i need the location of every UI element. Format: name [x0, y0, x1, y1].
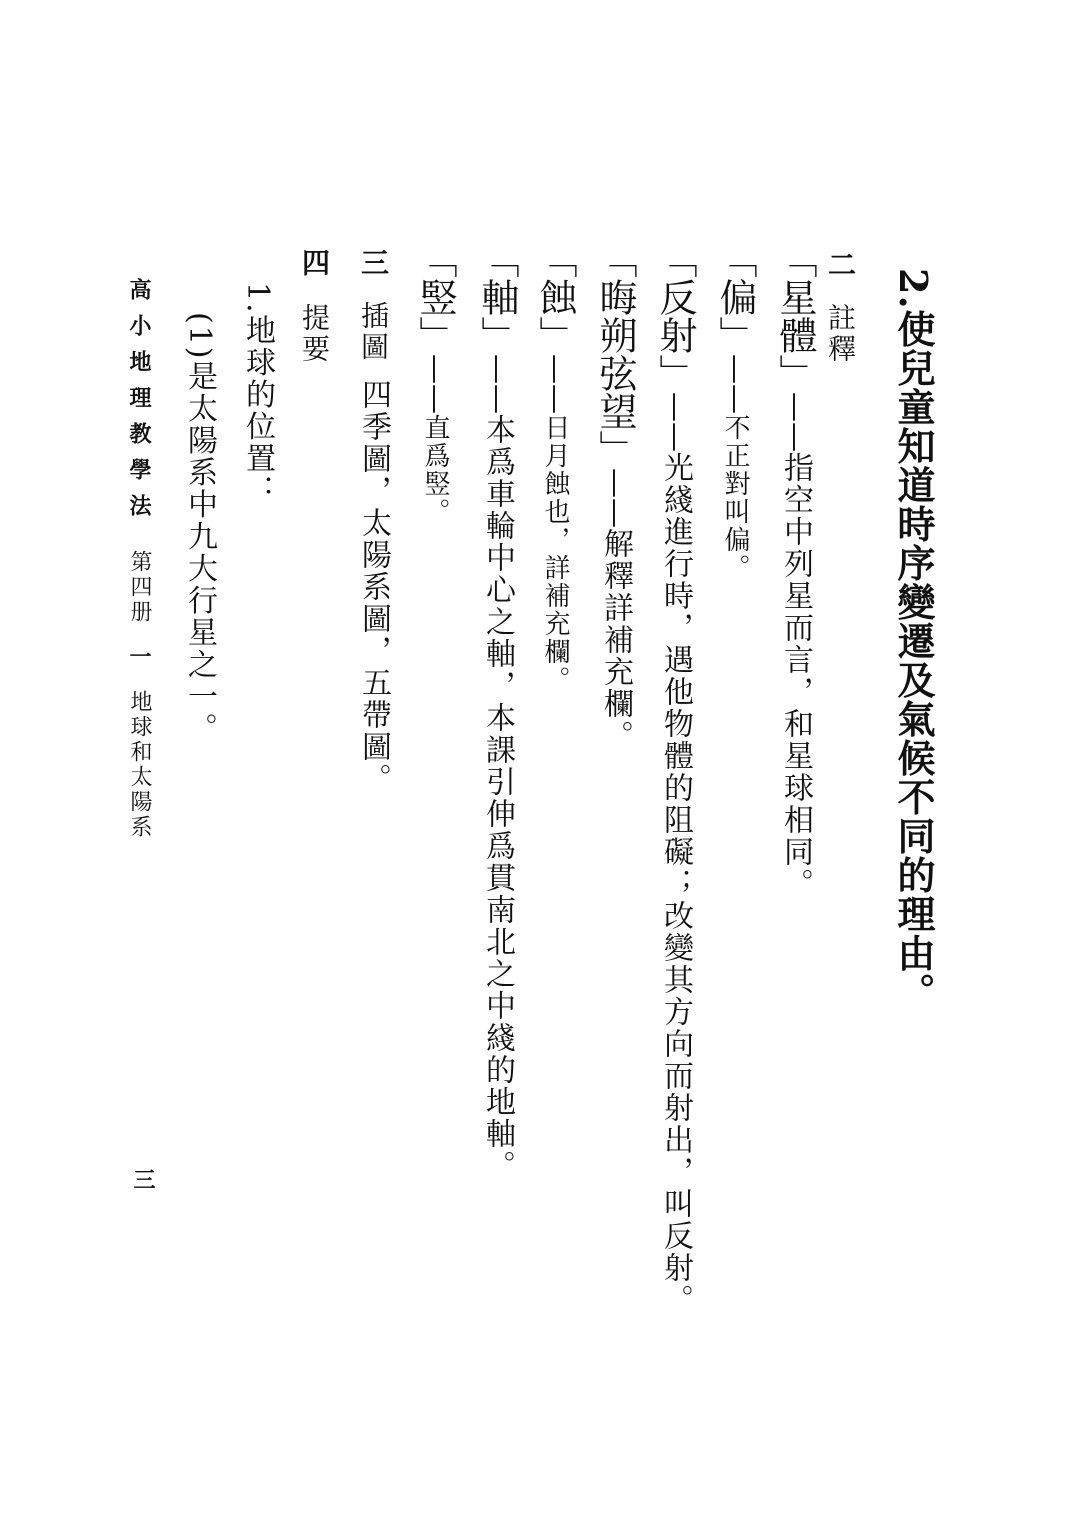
- glossary-dash: ——: [480, 354, 515, 414]
- book-title: 高小地理教學法: [126, 278, 152, 530]
- section-three-number: 三: [357, 248, 390, 279]
- lesson-number: 一: [126, 645, 152, 670]
- glossary-dash: ——: [538, 354, 573, 414]
- glossary-definition: 本爲車輪中心之軸，本課引伸爲貫南北之中綫的地軸。: [480, 414, 515, 1182]
- glossary-definition: 日月蝕也，詳補充欄。: [540, 414, 570, 694]
- summary-sub-1: (1)是太陽系中九大行星之一。: [182, 312, 217, 745]
- glossary-dash: ——: [418, 354, 453, 414]
- glossary-entry-6: [475, 240, 519, 1182]
- glossary-term: 「反射」: [653, 240, 697, 392]
- summary-point-1: 1.地球的位置：: [240, 282, 275, 507]
- section-two-number: 二: [824, 250, 857, 281]
- section-three-title: 插圖: [357, 301, 390, 363]
- lesson-item-2: 2.使兒童知道時序變遷及氣候不同的理由。: [891, 268, 936, 1012]
- lesson-title: 地球和太陽系: [127, 690, 152, 840]
- section-three-content: 四季圖，太陽系圖，五帶圖。: [356, 379, 391, 795]
- section-four-number: 四: [298, 248, 331, 279]
- glossary-dash: ——: [658, 392, 693, 452]
- glossary-definition: 光綫進行時，遇他物體的阻礙；改變其方向而射出，叫反射。: [658, 452, 693, 1316]
- section-four-title: 提要: [298, 303, 331, 365]
- glossary-term: 「蝕」: [533, 240, 577, 354]
- glossary-term: 「偏」: [713, 240, 757, 354]
- section-two-heading: [824, 250, 857, 365]
- glossary-definition: 解釋詳補充欄。: [598, 528, 633, 752]
- glossary-entry-7: [413, 240, 457, 526]
- glossary-dash: ——: [778, 392, 813, 452]
- glossary-dash: ——: [718, 354, 753, 414]
- glossary-entry-2: [713, 240, 757, 582]
- glossary-entry-3: [653, 240, 697, 1316]
- glossary-term: 「竪」: [413, 240, 457, 354]
- glossary-entry-4: [593, 240, 637, 752]
- volume-label: 第四册: [127, 550, 152, 625]
- glossary-entry-5: [533, 240, 577, 694]
- section-two-title: 註釋: [824, 303, 857, 365]
- page-number: 三: [130, 1168, 156, 1193]
- glossary-term: 「軸」: [475, 240, 519, 354]
- glossary-definition: 直爲竪。: [420, 414, 450, 526]
- section-four-heading: [298, 248, 331, 365]
- glossary-dash: ——: [598, 468, 633, 528]
- glossary-definition: 不正對叫偏。: [720, 414, 750, 582]
- glossary-term: 「晦朔弦望」: [593, 240, 637, 468]
- glossary-term: 「星體」: [773, 240, 817, 392]
- glossary-entry-1: [773, 240, 817, 900]
- section-three: [356, 248, 391, 795]
- page-footer: [128, 278, 150, 840]
- glossary-definition: 指空中列星而言，和星球相同。: [778, 452, 813, 900]
